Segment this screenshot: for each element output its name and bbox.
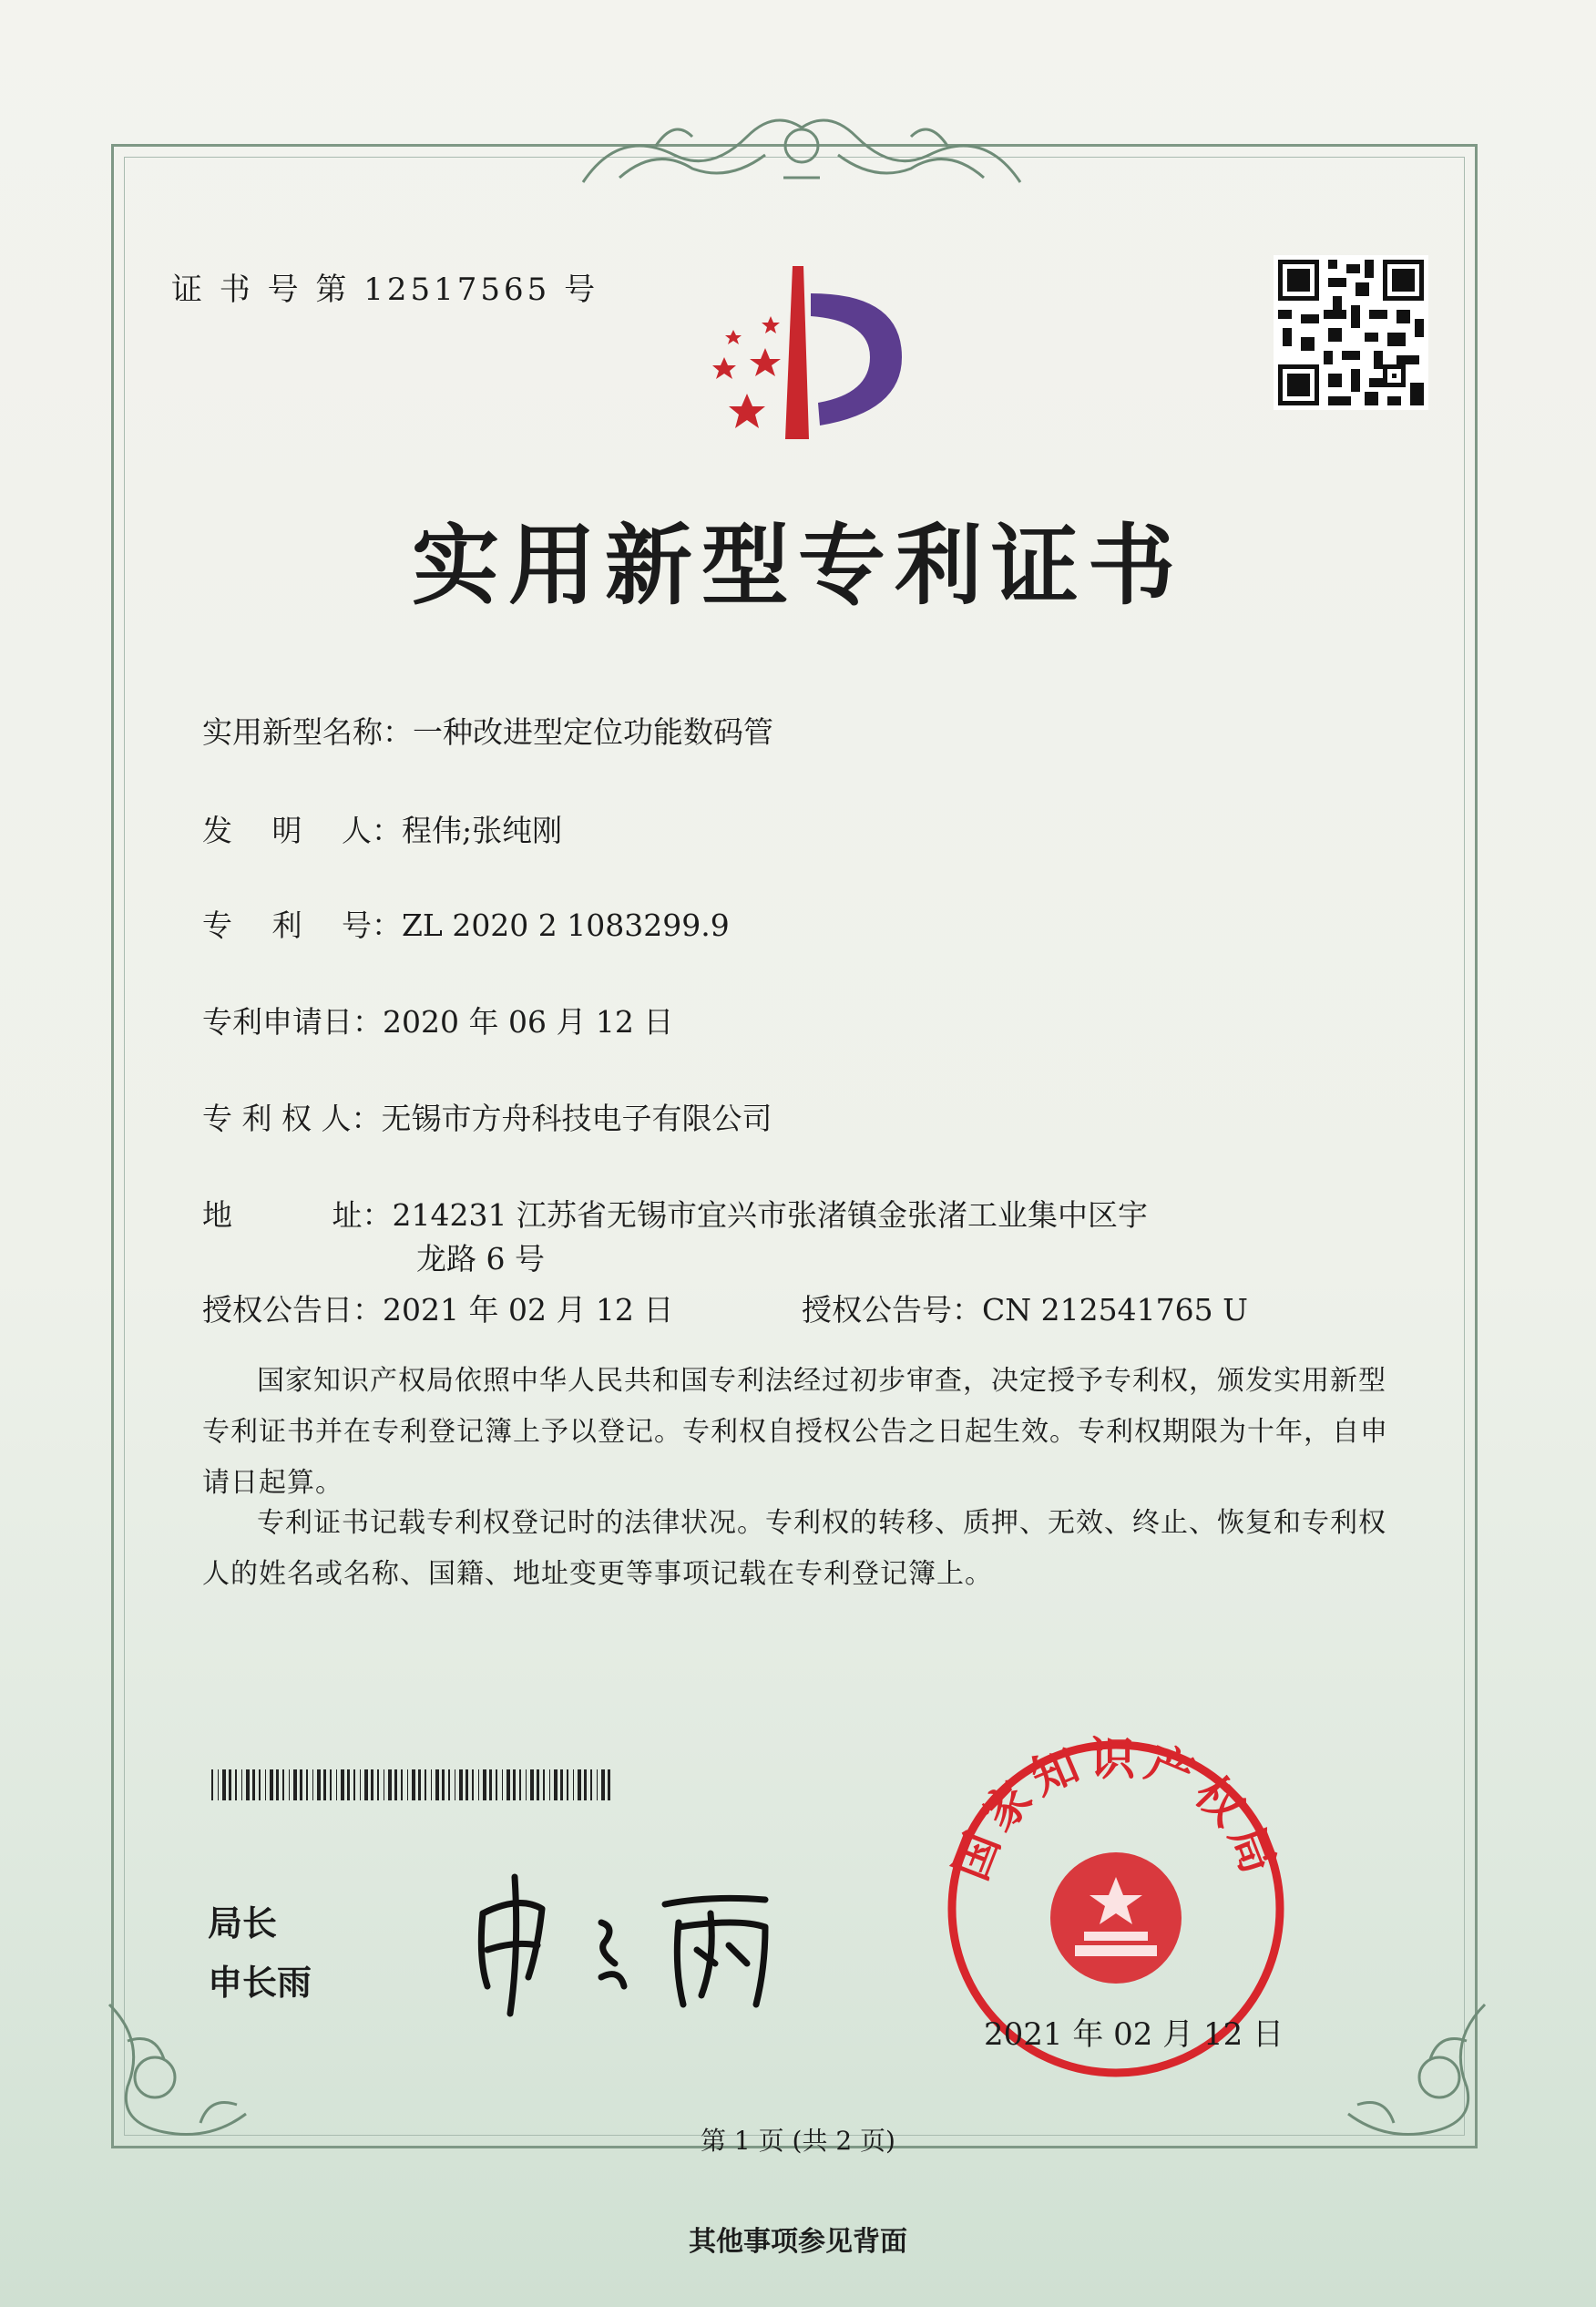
- field-utility-model-name: [202, 709, 773, 752]
- svg-text:国家知识产权局: 国家知识产权局: [944, 1732, 1288, 1888]
- barcode-icon: [211, 1769, 610, 1800]
- field-application-date: [202, 999, 673, 1041]
- field-label: 专 利 权 人：: [202, 1101, 382, 1136]
- field-inventor: [202, 807, 562, 850]
- field-address: [202, 1192, 1148, 1235]
- page-number: 第 1 页 (共 2 页): [701, 2126, 895, 2156]
- field-label: 实用新型名称：: [202, 714, 413, 750]
- director-signature: [465, 1859, 811, 2023]
- field-address-line-2: 龙路 6 号: [416, 1241, 545, 1277]
- director-title: 局长: [208, 1903, 278, 1943]
- field-value: CN 212541765 U: [982, 1292, 1248, 1328]
- field-label: 授权公告日：: [202, 1292, 383, 1328]
- director-name: 申长雨: [208, 1963, 312, 2003]
- field-value: 2021 年 02 月 12 日: [383, 1292, 674, 1328]
- field-label: 发 明 人：: [202, 813, 402, 848]
- field-patentee: [202, 1095, 772, 1138]
- field-label: 专 利 号：: [202, 907, 402, 943]
- field-grant-date: [202, 1287, 673, 1329]
- seal-date: 2021 年 02 月 12 日: [984, 2016, 1284, 2053]
- field-label: 授权公告号：: [802, 1292, 982, 1328]
- field-value: 无锡市方舟科技电子有限公司: [381, 1101, 772, 1136]
- field-label: 地 址：: [202, 1197, 393, 1233]
- paragraph-grant-statement: 国家知识产权局依照中华人民共和国专利法经过初步审查，决定授予专利权，颁发实用新型专利证书并在专利登记簿上予以登记。专利权自授权公告之日起生效。专利权期限为十年，自申请日起算。: [202, 1365, 1388, 1499]
- footer-note: 其他事项参见背面: [689, 2226, 907, 2258]
- field-grant-number: [802, 1287, 1248, 1329]
- qr-code-icon: [1274, 255, 1428, 410]
- certificate-number: 证 书 号 第 12517565 号: [171, 272, 599, 308]
- field-patent-number: [202, 902, 730, 945]
- certificate-title: 实用新型专利证书: [412, 514, 1184, 617]
- paragraph-legal-status: 专利证书记载专利权登记时的法律状况。专利权的转移、质押、无效、终止、恢复和专利权人的姓名或名称、国籍、地址变更等事项记载在专利登记簿上。: [202, 1507, 1386, 1590]
- patent-office-logo-icon: [683, 257, 920, 448]
- field-label: 专利申请日：: [202, 1004, 383, 1040]
- field-value: ZL 2020 2 1083299.9: [401, 907, 730, 943]
- field-value: 程伟;张纯刚: [401, 813, 563, 848]
- field-value: 214231 江苏省无锡市宜兴市张渚镇金张渚工业集中区宇: [392, 1197, 1148, 1233]
- field-value: 一种改进型定位功能数码管: [413, 714, 773, 750]
- top-ornament-icon: [565, 91, 1038, 200]
- field-value: 2020 年 06 月 12 日: [383, 1004, 674, 1040]
